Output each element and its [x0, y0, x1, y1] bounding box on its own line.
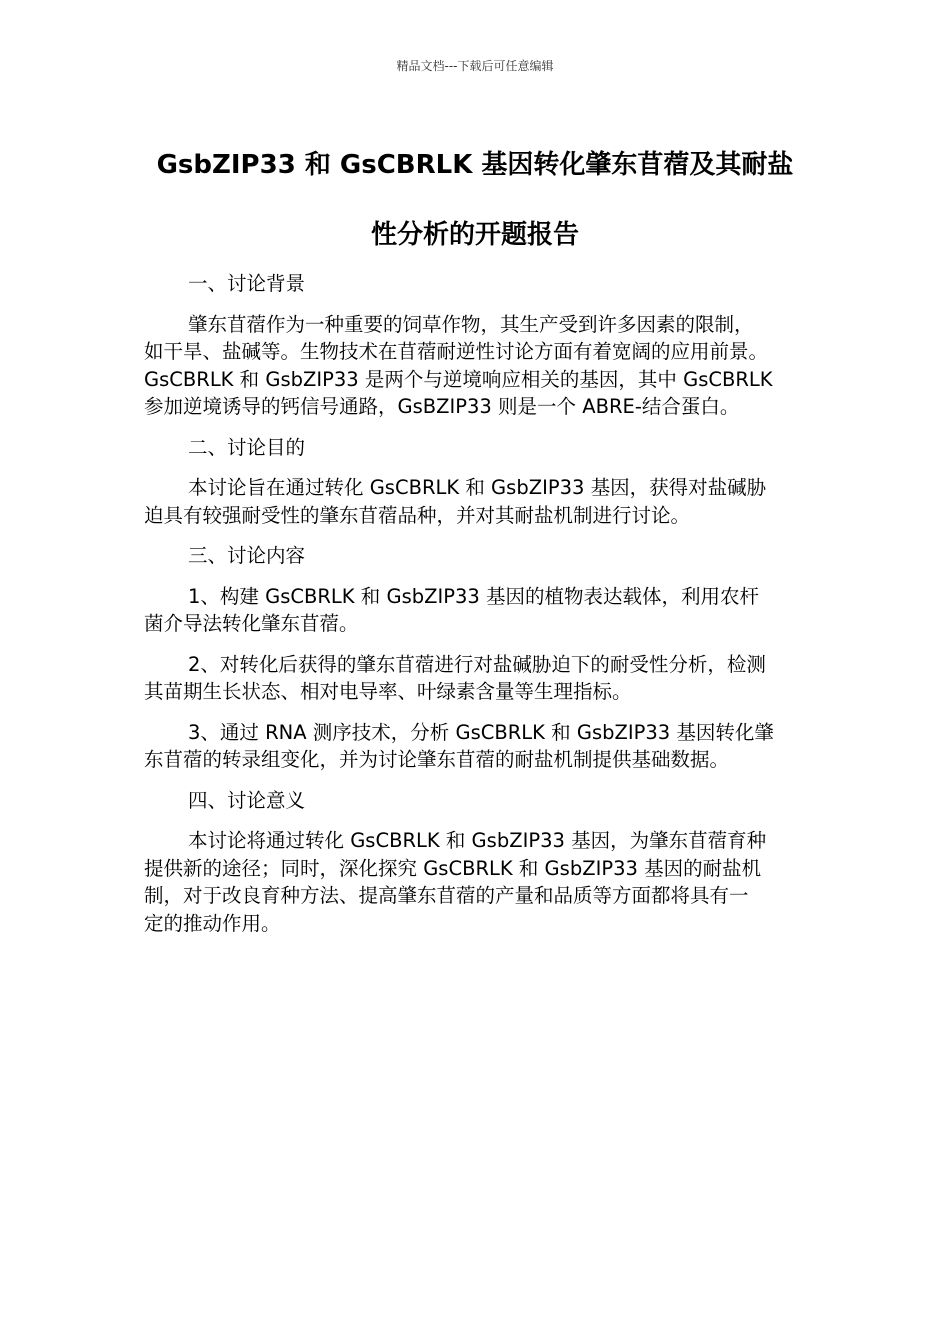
paragraph-line: 定的推动作用。 [144, 911, 281, 935]
paragraph-purpose [144, 474, 806, 529]
paragraph-line: 提供新的途径；同时，深化探究 GsCBRLK 和 GsbZIP33 基因的耐盐机 [144, 856, 762, 880]
section-heading-purpose: 二、讨论目的 [188, 435, 306, 459]
paragraph-line: 3、通过 RNA 测序技术，分析 GsCBRLK 和 GsbZIP33 基因转化肇 [188, 720, 774, 744]
paragraph-line: 制，对于改良育种方法、提高肇东苜蓿的产量和品质等方面都将具有一 [144, 884, 749, 907]
paragraph-line: 迫具有较强耐受性的肇东苜蓿品种，并对其耐盐机制进行讨论。 [144, 503, 691, 527]
paragraph-line: 肇东苜蓿作为一种重要的饲草作物，其生产受到许多因素的限制， [188, 312, 754, 336]
paragraph-line: 本讨论将通过转化 GsCBRLK 和 GsbZIP33 基因，为肇东苜蓿育种 [188, 829, 767, 852]
list-item-content-3 [144, 719, 806, 774]
header-watermark: 精品文档---下载后可任意编辑 [396, 59, 554, 73]
paragraph-line: 菌介导法转化肇东苜蓿。 [144, 612, 359, 635]
paragraph-line: 参加逆境诱导的钙信号通路，GsBZIP33 则是一个 ABRE-结合蛋白。 [144, 395, 740, 418]
document-body [144, 270, 806, 950]
section-heading-content: 三、讨论内容 [188, 544, 306, 567]
paragraph-line: 本讨论旨在通过转化 GsCBRLK 和 GsbZIP33 基因，获得对盐碱胁 [188, 476, 767, 499]
paragraph-line: 其苗期生长状态、相对电导率、叶绿素含量等生理指标。 [144, 680, 632, 703]
paragraph-line: GsCBRLK 和 GsbZIP33 是两个与逆境响应相关的基因，其中 GsCBRLK [144, 367, 773, 391]
title-line-1: GsbZIP33 和 GsCBRLK 基因转化肇东苜蓿及其耐盐 [156, 150, 794, 180]
paragraph-background [144, 311, 806, 421]
document-title [120, 130, 830, 270]
paragraph-line: 2、对转化后获得的肇东苜蓿进行对盐碱胁迫下的耐受性分析，检测 [188, 652, 766, 676]
section-heading-background: 一、讨论背景 [188, 272, 306, 295]
list-item-content-2 [144, 651, 806, 706]
paragraph-line: 1、构建 GsCBRLK 和 GsbZIP33 基因的植物表达载体，利用农杆 [188, 584, 759, 608]
paragraph-line: 如干旱、盐碱等。生物技术在苜蓿耐逆性讨论方面有着宽阔的应用前景。 [144, 340, 769, 363]
title-line-2: 性分析的开题报告 [370, 220, 579, 250]
section-heading-significance: 四、讨论意义 [188, 788, 306, 812]
paragraph-significance [144, 827, 806, 937]
paragraph-line: 东苜蓿的转录组变化，并为讨论肇东苜蓿的耐盐机制提供基础数据。 [144, 748, 730, 771]
list-item-content-1 [144, 583, 806, 638]
